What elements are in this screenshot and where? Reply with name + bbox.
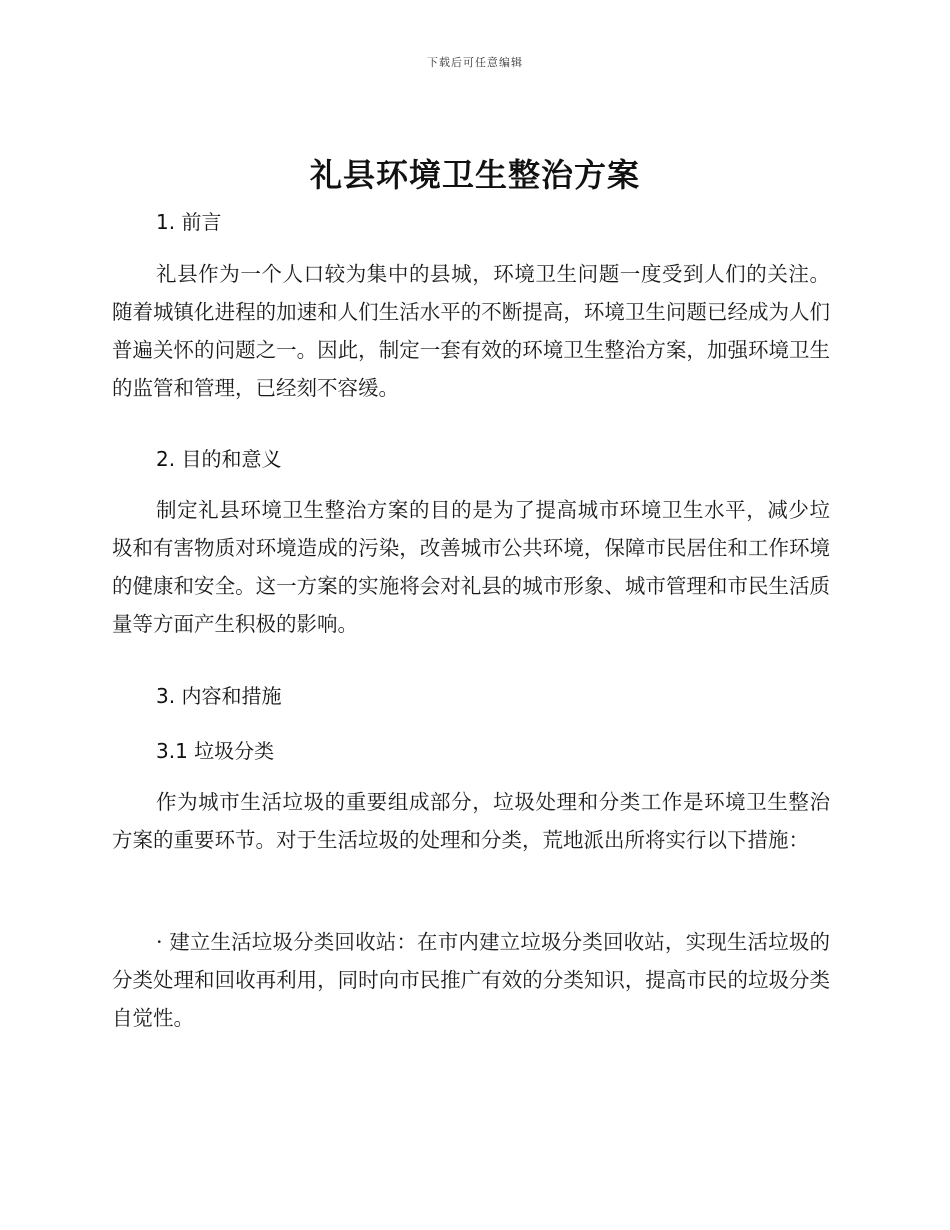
header-note: 下载后可任意编辑	[427, 56, 523, 69]
preface-paragraph: 礼县作为一个人口较为集中的县城，环境卫生问题一度受到人们的关注。随着城镇化进程的加速和人们生活水平的不断提高，环境卫生问题已经成为人们普遍关怀的问题之一。因此，制定一套有效的环境卫生整治方案，加强环境卫生的监管和管理，已经刻不容缓。	[112, 262, 830, 400]
document-title: 礼县环境卫生整治方案	[309, 156, 640, 194]
section-heading-purpose: 2. 目的和意义	[156, 447, 282, 471]
bullet-item-recycling-station: · 建立生活垃圾分类回收站：在市内建立垃圾分类回收站，实现生活垃圾的分类处理和回收再利用，同时向市民推广有效的分类知识，提高市民的垃圾分类自觉性。	[112, 930, 830, 1030]
section-heading-preface: 1. 前言	[156, 210, 222, 234]
section-heading-content: 3. 内容和措施	[156, 684, 282, 708]
purpose-paragraph: 制定礼县环境卫生整治方案的目的是为了提高城市环境卫生水平，减少垃圾和有害物质对环境造成的污染，改善城市公共环境，保障市民居住和工作环境的健康和安全。这一方案的实施将会对礼县的城市形象、城市管理和市民生活质量等方面产生积极的影响。	[112, 498, 830, 636]
garbage-paragraph: 作为城市生活垃圾的重要组成部分，垃圾处理和分类工作是环境卫生整治方案的重要环节。对于生活垃圾的处理和分类，荒地派出所将实行以下措施：	[112, 790, 830, 852]
subsection-heading-garbage: 3.1 垃圾分类	[156, 739, 275, 763]
